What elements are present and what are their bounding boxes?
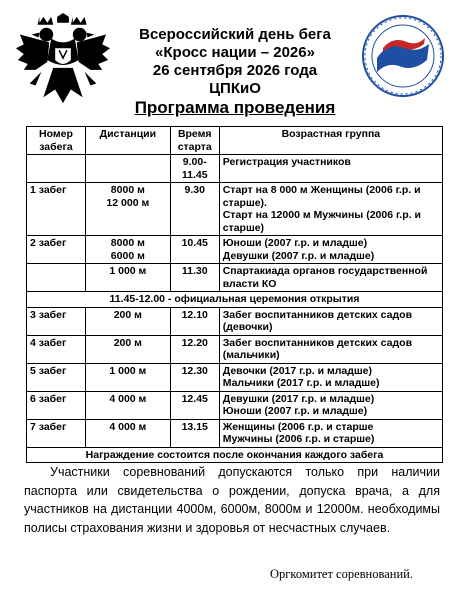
cell-number: 3 забег: [27, 307, 86, 335]
cell-distance: 200 м: [85, 335, 170, 363]
table-row: [27, 335, 443, 363]
cell-age-group: Женщины (2006 г.р. и старше Мужчины (2006 г.р. и старше): [219, 419, 442, 447]
cell-age-group: Забег воспитанников детских садов (девочки): [219, 307, 442, 335]
table-row: [27, 363, 443, 391]
cell-number: 4 забег: [27, 335, 86, 363]
cell-time: 12.10: [170, 307, 219, 335]
cell-time: 12.20: [170, 335, 219, 363]
opening-ceremony-row: [27, 292, 443, 308]
cell-number: 2 забег: [27, 236, 86, 264]
header-time: Время старта: [170, 127, 219, 155]
table-row: [27, 307, 443, 335]
table-row: [27, 183, 443, 236]
double-headed-eagle-icon: [14, 12, 112, 112]
cell-distance: 4 000 м: [85, 419, 170, 447]
cell-time: 12.45: [170, 391, 219, 419]
cell-time: 9.00-11.45: [170, 155, 219, 183]
table-row: [27, 419, 443, 447]
cell-age-group: Старт на 8 000 м Женщины (2006 г.р. и старше). Старт на 12000 м Мужчины (2006 г.р. и старше): [219, 183, 442, 236]
organizing-committee-signature: Оргкомитет соревнований.: [270, 567, 413, 581]
event-name: «Кросс нации – 2026»: [155, 44, 315, 61]
cell-age-group: Девочки (2017 г.р. и младше) Мальчики (2017 г.р. и младше): [219, 363, 442, 391]
event-date: 26 сентября 2026 года: [152, 62, 318, 79]
cell-time: 12.30: [170, 363, 219, 391]
table-row: [27, 155, 443, 183]
cell-time: 11.30: [170, 264, 219, 292]
cell-age-group: Спартакиада органов государственной власти КО: [219, 264, 442, 292]
header-number: Номер забега: [27, 127, 86, 155]
table-row: [27, 264, 443, 292]
cell-age-group: Девушки (2017 г.р. и младше) Юноши (2007 г.р. и младше): [219, 391, 442, 419]
header-age-group: Возрастная группа: [219, 127, 442, 155]
cell-distance: 8000 м 6000 м: [85, 236, 170, 264]
schedule-table: [26, 126, 443, 463]
cell-distance: 200 м: [85, 307, 170, 335]
cell-number: 1 забег: [27, 183, 86, 236]
participation-note: [24, 463, 440, 537]
event-header: [110, 26, 360, 98]
program-title: Программа проведения: [134, 98, 336, 117]
cell-distance: 8000 м 12 000 м: [85, 183, 170, 236]
cell-age-group: Регистрация участников: [219, 155, 442, 183]
opening-ceremony: 11.45-12.00 - официальная церемония открытия: [27, 292, 443, 308]
note-text: Участники соревнований допускаются только при наличии паспорта или свидетельства о рождении, допуска врача, а для участников на дистанции 4000м, 6000м, 8000м и 12000м. необходимы полисы страхования жизни и здоровья от несчастных случаев.: [24, 465, 440, 535]
cell-number: 7 забег: [27, 419, 86, 447]
cell-time: 13.15: [170, 419, 219, 447]
cell-age-group: Забег воспитанников детских садов (мальчики): [219, 335, 442, 363]
cell-distance: 4 000 м: [85, 391, 170, 419]
cell-number: 5 забег: [27, 363, 86, 391]
table-header-row: [27, 127, 443, 155]
table-row: [27, 236, 443, 264]
cell-distance: 1 000 м: [85, 264, 170, 292]
event-venue: ЦПКиО: [209, 80, 261, 97]
awards-note-row: [27, 447, 443, 463]
cell-age-group: Юноши (2007 г.р. и младше) Девушки (2007 г.р. и младше): [219, 236, 442, 264]
header-distance: Дистанции: [85, 127, 170, 155]
cell-number: 6 забег: [27, 391, 86, 419]
cell-distance: [85, 155, 170, 183]
schedule-body: [27, 155, 443, 463]
cell-number: [27, 155, 86, 183]
event-title: Всероссийский день бега: [139, 26, 331, 43]
cell-distance: 1 000 м: [85, 363, 170, 391]
cell-time: 9.30: [170, 183, 219, 236]
cell-number: [27, 264, 86, 292]
cell-time: 10.45: [170, 236, 219, 264]
awards-note: Награждение состоится после окончания каждого забега: [27, 447, 443, 463]
running-federation-logo-icon: [361, 14, 445, 98]
table-row: [27, 391, 443, 419]
